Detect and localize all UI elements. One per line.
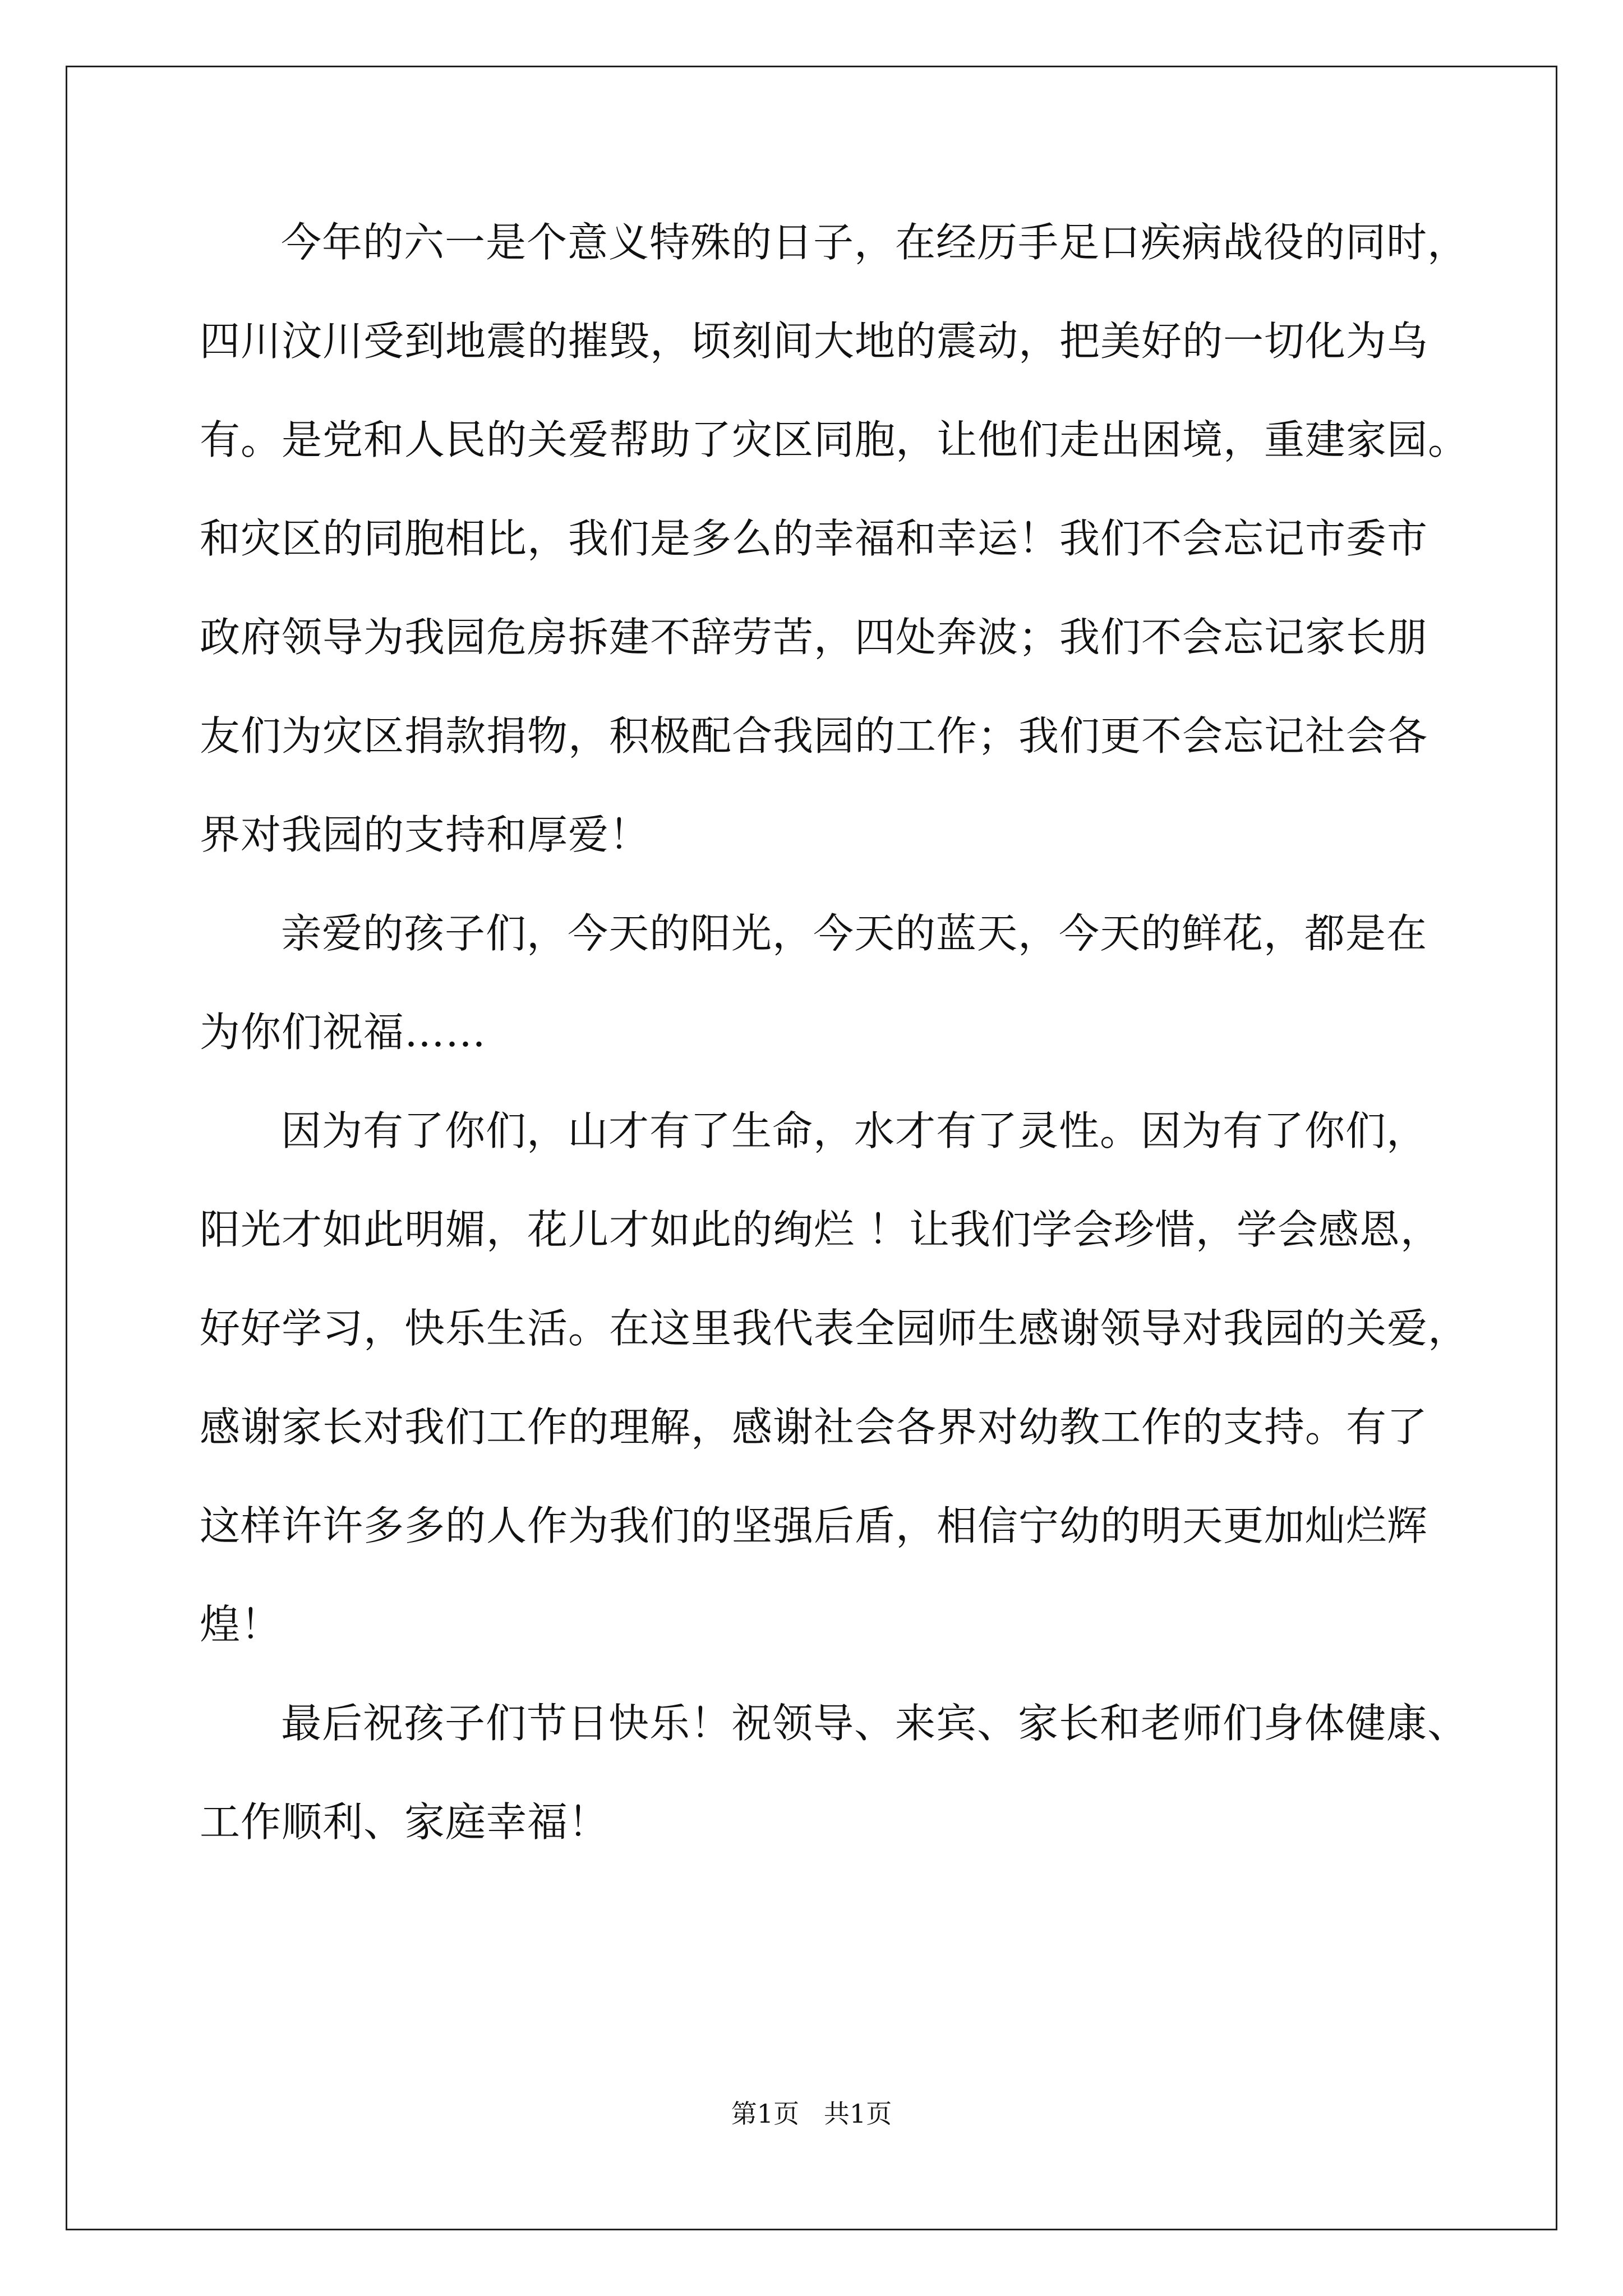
page-footer: 第1页 共1页 <box>731 2099 892 2129</box>
paragraph-1-line-6: 友们为灾区捐款捐物，积极配合我园的工作；我们更不会忘记社会各 <box>200 712 1428 760</box>
paragraph-1-line-7: 界对我园的支持和厚爱！ <box>200 811 651 858</box>
paragraph-4-line-2: 工作顺利、家庭幸福！ <box>200 1798 610 1846</box>
paragraph-1-line-2: 四川汶川受到地震的摧毁，顷刻间大地的震动，把美好的一切化为乌 <box>200 318 1428 365</box>
paragraph-3-line-3: 好好学习，快乐生活。在这里我代表全园师生感谢领导对我园的关爱， <box>200 1305 1469 1352</box>
paragraph-1-line-4: 和灾区的同胞相比，我们是多么的幸福和幸运！我们不会忘记市委市 <box>200 515 1428 562</box>
paragraph-3-line-2: 阳光才如此明媚，花儿才如此的绚烂 ！让我们学会珍惜，学会感恩， <box>200 1206 1441 1253</box>
paragraph-2-line-1: 亲爱的孩子们，今天的阳光，今天的蓝天，今天的鲜花，都是在 <box>281 910 1428 957</box>
paragraph-3-line-1: 因为有了你们，山才有了生命，水才有了灵性。因为有了你们， <box>281 1107 1428 1154</box>
paragraph-3-line-6: 煌！ <box>200 1601 282 1648</box>
paragraph-3-line-5: 这样许许多多的人作为我们的坚强后盾，相信宁幼的明天更加灿烂辉 <box>200 1502 1428 1549</box>
paragraph-1-line-1: 今年的六一是个意义特殊的日子，在经历手足口疾病战役的同时， <box>281 219 1469 266</box>
paragraph-3-line-4: 感谢家长对我们工作的理解，感谢社会各界对幼教工作的支持。有了 <box>200 1404 1428 1451</box>
paragraph-1-line-5: 政府领导为我园危房拆建不辞劳苦，四处奔波；我们不会忘记家长朋 <box>200 614 1428 661</box>
paragraph-2-line-2: 为你们祝福…… <box>200 1009 487 1056</box>
paragraph-1-line-3: 有。是党和人民的关爱帮助了灾区同胞，让他们走出困境，重建家园。 <box>200 416 1469 463</box>
paragraph-4-line-1: 最后祝孩子们节日快乐！祝领导、来宾、家长和老师们身体健康、 <box>281 1700 1469 1747</box>
